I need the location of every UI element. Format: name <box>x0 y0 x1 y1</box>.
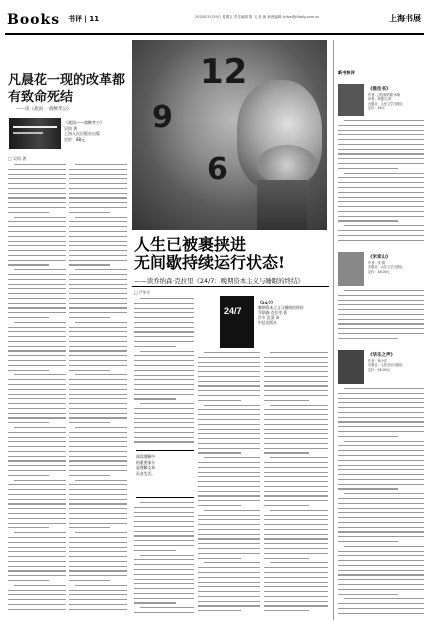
sidebar-review-2 <box>338 290 424 346</box>
section-name: 书评 | 11 <box>68 15 100 23</box>
book-author: 乔纳森·克拉里 著 <box>258 310 287 315</box>
page-header <box>0 0 429 36</box>
hero-rule <box>132 286 329 287</box>
clock-digit-12: 12 <box>200 52 248 92</box>
book-24-7-info <box>258 300 328 325</box>
book-author: 吴钩 著 <box>64 125 78 131</box>
cover-title: 24/7 <box>224 306 242 316</box>
lead-article-body <box>8 164 66 619</box>
book-title: 《战国——商鞅孝公》 <box>64 120 104 125</box>
sidebar-book-cover-3 <box>338 350 364 384</box>
clock-digit-6: 6 <box>207 152 228 187</box>
clock-digit-9: 9 <box>152 100 173 135</box>
sidebar-book-meta-1: 作者：[美]唐纳德·米勒 译者：周强/王婷 出版社：人民文学出版社 定价：46元 <box>368 93 404 111</box>
sidebar-divider <box>333 40 334 620</box>
hero-article-body-2 <box>134 502 194 619</box>
sidebar-book-meta-2: 作者：李 娟 出版社：山东文艺出版社 定价：48.00元 <box>368 261 404 274</box>
sidebar-review-3 <box>338 388 424 619</box>
book-subtitle: 晚期资本主义与睡眠的终结 <box>258 305 304 310</box>
pull-quote-line: 的重要部分 <box>136 459 155 465</box>
newspaper-masthead: 上海书展 <box>389 13 421 23</box>
headline-line-1: 人生已被裹挟进 <box>134 235 247 254</box>
sidebar-book-cover-1 <box>338 84 364 116</box>
lead-book-info <box>64 120 124 142</box>
figure-neck <box>257 180 307 230</box>
sidebar-section-title: 新书快评 <box>338 70 355 75</box>
hero-subheadline: ——读乔纳森·克拉里《24/7：晚期资本主义与睡眠的终结》 <box>134 277 304 285</box>
book-title: 《24/7》 <box>258 300 275 305</box>
sidebar-book-meta-3: 作者：杨小洋 出版社：人民音乐出版社 定价：58.00元 <box>368 359 404 372</box>
head-figure <box>237 80 322 190</box>
sidebar-review-1 <box>338 120 424 248</box>
book-price: 定价：88元 <box>64 136 86 142</box>
section-logo: Books <box>7 12 61 28</box>
pull-quote <box>136 450 194 498</box>
sidebar-book-title-1: 《推拉书》 <box>368 87 391 92</box>
pull-quote-line: 而非生活。 <box>136 470 155 476</box>
headline-line-2: 无间歇持续运行状态! <box>134 253 286 272</box>
book-publisher: 中信出版社 <box>258 320 277 325</box>
hero-article-body-3 <box>198 352 260 619</box>
sidebar-book-cover-2 <box>338 252 364 286</box>
lead-article-subtitle: ——读《战国 一商鞅孝公》 <box>16 107 72 112</box>
sidebar-book-title-3: 《华乐之声》 <box>368 353 395 358</box>
book-24-7-cover <box>220 296 254 348</box>
book-publisher: 上海人民出版社出版 <box>64 131 100 136</box>
issue-info: 2020年5月29日 星期五 责任编辑 陈 飞 美 朗 新晨编辑 fylive@jfdaily.com.cn <box>195 15 320 19</box>
hero-byline: □ 严华平 <box>134 290 151 295</box>
pull-quote-line: 阅读理解中 <box>136 454 155 459</box>
hero-headline <box>134 236 354 272</box>
lead-book-cover <box>9 118 61 149</box>
hero-illustration <box>132 40 327 230</box>
header-rule <box>5 33 424 35</box>
pull-quote-line: 是理解文本 <box>136 465 155 470</box>
sidebar-book-title-2: 《米家山》 <box>368 255 391 260</box>
hero-article-body-1 <box>134 298 194 448</box>
lead-article-title: 凡晨花一现的改革都有致命死结 <box>8 73 126 105</box>
book-translator: 许多 沈清 译 <box>258 315 280 320</box>
lead-byline: □ 吴钩 著 <box>8 156 27 161</box>
lead-article-body-2 <box>69 164 127 619</box>
hero-article-body-4 <box>264 352 328 619</box>
